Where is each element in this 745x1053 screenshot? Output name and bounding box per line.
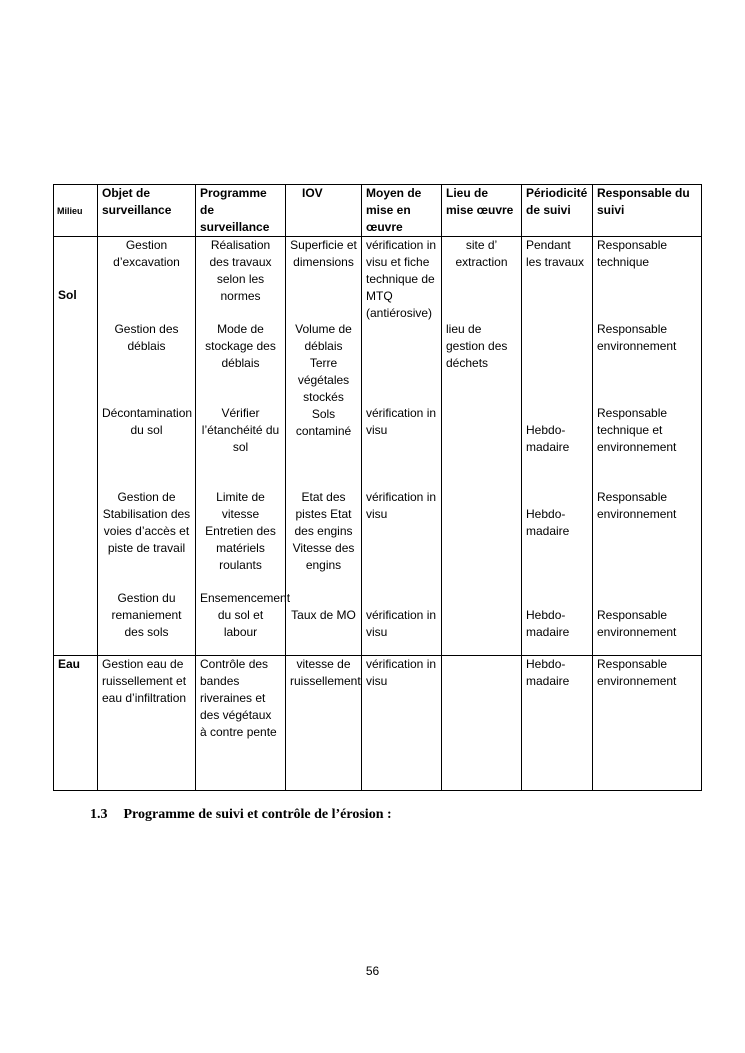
sol-responsable-4: Responsable environnement <box>597 490 677 521</box>
header-responsable: Responsable du suivi <box>593 185 702 237</box>
header-objet: Objet de surveillance <box>98 185 196 237</box>
table-row-sol <box>54 237 702 656</box>
eau-programme: Contrôle des bandes riveraines et des végétaux à contre pente <box>196 656 286 791</box>
eau-iov: vitesse de ruissellement <box>286 656 362 791</box>
eau-moyen: vérification in visu <box>362 656 442 791</box>
section-number: 1.3 <box>90 807 108 822</box>
eau-periodicite: Hebdo-madaire <box>522 656 593 791</box>
header-moyen: Moyen de mise en œuvre <box>362 185 442 237</box>
header-programme: Programme de surveillance <box>196 185 286 237</box>
page-number: 56 <box>365 964 380 978</box>
sol-objet-4: Gestion de Stabilisation des voies d’accès et piste de travail <box>102 490 191 555</box>
sol-objet-5: Gestion du remaniement des sols <box>111 591 182 639</box>
sol-moyen-4: vérification in visu <box>366 608 437 639</box>
sol-objet-1: Gestion d’excavation <box>113 238 180 269</box>
sol-objet-2: Gestion des déblais <box>114 322 179 353</box>
eau-responsable: Responsable environnement <box>593 656 702 791</box>
sol-moyen-1: vérification in visu et fiche technique de MTQ (antiérosive) <box>366 238 437 320</box>
header-periodicite: Périodicité de suivi <box>522 185 593 237</box>
sol-responsable-5: Responsable environnement <box>597 608 677 639</box>
section-title: Programme de suivi et contrôle de l’érosion : <box>123 807 392 822</box>
sol-programme-2: Mode de stockage des déblais <box>205 322 276 370</box>
sol-programme-4: Limite de vitesse Entretien des matériels roulants <box>205 490 276 572</box>
sol-lieu-cell <box>442 237 522 656</box>
header-iov: IOV <box>286 185 362 237</box>
sol-periodicite-1: Pendant les travaux <box>526 238 585 269</box>
milieu-label-sol: Sol <box>58 288 77 302</box>
sol-moyen-2: vérification in visu <box>366 406 437 437</box>
sol-responsable-3: Responsable technique et environnement <box>597 406 677 454</box>
table-header-row <box>54 185 702 237</box>
sol-iov-2: Volume de déblais Terre végétales stockés Sols contaminé <box>295 322 352 438</box>
sol-iov-1: Superficie et dimensions <box>290 238 357 269</box>
eau-objet: Gestion eau de ruissellement et eau d’infiltration <box>98 656 196 791</box>
sol-responsable-cell <box>593 237 702 656</box>
monitoring-table <box>53 184 702 791</box>
sol-periodicite-4: Hebdo-madaire <box>526 608 570 639</box>
table-row-eau <box>54 656 702 791</box>
milieu-cell-sol <box>54 237 98 656</box>
sol-iov-4: Taux de MO <box>291 608 356 622</box>
sol-moyen-cell <box>362 237 442 656</box>
header-lieu: Lieu de mise œuvre <box>442 185 522 237</box>
eau-lieu <box>442 656 522 791</box>
sol-programme-3: Vérifier l’étanchéité du sol <box>201 406 280 454</box>
sol-iov-cell <box>286 237 362 656</box>
sol-periodicite-3: Hebdo-madaire <box>526 507 570 538</box>
sol-responsable-2: Responsable environnement <box>597 322 677 353</box>
sol-programme-1: Réalisation des travaux selon les normes <box>209 238 272 303</box>
sol-iov-3: Etat des pistes Etat des engins Vitesse des engins <box>292 490 355 572</box>
sol-lieu-1: site d’ extraction <box>455 238 508 269</box>
milieu-label-eau: Eau <box>54 656 98 791</box>
sol-objet-cell <box>98 237 196 656</box>
header-milieu: Milieu <box>54 185 98 237</box>
sol-periodicite-cell <box>522 237 593 656</box>
sol-moyen-3: vérification in visu <box>366 490 437 521</box>
sol-periodicite-2: Hebdo-madaire <box>526 423 570 454</box>
sol-lieu-2: lieu de gestion des déchets <box>446 322 508 370</box>
sol-objet-3: Décontamination du sol <box>102 406 193 437</box>
sol-responsable-1: Responsable technique <box>597 238 668 269</box>
sol-programme-cell <box>196 237 291 656</box>
section-heading <box>90 807 392 823</box>
sol-programme-5: Ensemencement du sol et labour <box>200 591 291 639</box>
